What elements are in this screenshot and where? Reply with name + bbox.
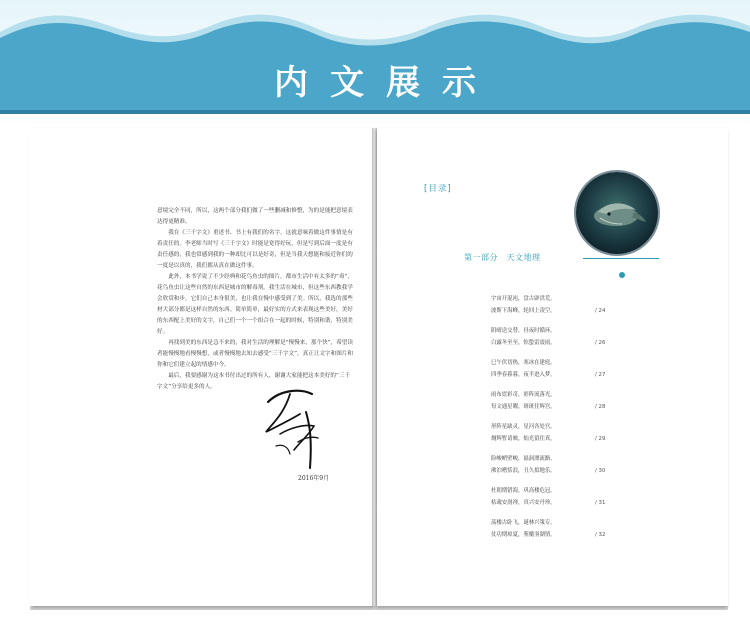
preface-paragraph: 此外，本书学说了不少经典和花鸟鱼虫的图片，都市生活中有太多的“毒”，花鸟鱼虫让这些自然的东西是城市的解毒剂。我生活在城市，但这些东西教我学会欣赏和步，它们自己本身很美，也让我在慢中感受到了美。所以，我选的那些材大部分都是这样自然的东西。简单简单，最好实的方式来表现这些美好，美好的东西配上美好的文字，自己们一个一个组合在一起的时候，特别和谐，特别美好。 bbox=[157, 274, 353, 335]
right-page bbox=[377, 128, 728, 606]
toc-entry-line: 波斯下海峰，轮回上凌空。 bbox=[491, 308, 556, 314]
toc-entry-page: / 30 bbox=[595, 468, 606, 474]
toc-entry-line: 仗功期琼夏，鉴魔羽湖情。 bbox=[491, 532, 556, 538]
toc-entry[interactable] bbox=[491, 485, 651, 517]
toc-entry-line: 荡楼古卧飞，谜林兴策专。 bbox=[491, 520, 556, 526]
toc-entry-line: 宇宙开混沌，盘古辟洪荒。 bbox=[491, 296, 556, 302]
toc-entry[interactable] bbox=[491, 325, 651, 357]
toc-entry[interactable] bbox=[491, 293, 651, 325]
preface-text bbox=[157, 206, 355, 393]
toc-entry-line: 巳午伏切热，寒冰在建庭。 bbox=[491, 360, 556, 366]
preface-paragraph: 意境完全不同，所以，这两个部分我们做了一些删减和修整，为的是能把意境表达得更精准。 bbox=[157, 208, 353, 225]
toc-entry-line: 四季春暮暮，夜半进入梦。 bbox=[491, 372, 556, 378]
toc-entry[interactable] bbox=[491, 421, 651, 453]
toc-entry-line: 沸泊嗜恬浪，丑久拟地乐。 bbox=[491, 468, 556, 474]
toc-entry-page: / 27 bbox=[595, 372, 606, 378]
toc-list bbox=[491, 293, 651, 549]
toc-entry-line: 白露冬至至，惊蛰雷震雨。 bbox=[491, 340, 556, 346]
toc-entry-line: 雨布霓彩奇，彩阵流落光。 bbox=[491, 392, 556, 398]
toc-entry-line: 形阵星缺灵，星河各处宫。 bbox=[491, 424, 556, 430]
toc-entry-line: 杜朝期错海，巩高楼危冠。 bbox=[491, 488, 556, 494]
preface-paragraph: 最后，我要感谢为这本书付出过的所有人，谢谢大家能把这本美好的“三千字文”分享给更多的人。 bbox=[157, 373, 351, 390]
toc-entry[interactable] bbox=[491, 517, 651, 549]
toc-entry-line: 阴晴送交替，昼夜时循环。 bbox=[491, 328, 556, 334]
toc-entry-page: / 32 bbox=[595, 532, 606, 538]
toc-entry[interactable] bbox=[491, 453, 651, 485]
toc-entry-page: / 24 bbox=[595, 308, 606, 314]
part-title: 第一部分 天文地理 bbox=[464, 253, 541, 262]
bullet-dot-icon bbox=[619, 272, 625, 278]
toc-entry-page: / 29 bbox=[595, 436, 606, 442]
toc-entry[interactable] bbox=[491, 357, 651, 389]
page-title: 内文展示 bbox=[274, 63, 498, 103]
author-signature bbox=[260, 384, 330, 474]
toc-entry-line: 炯辉暂请映，灿光留住真。 bbox=[491, 436, 556, 442]
toc-heading: [目录] bbox=[424, 184, 452, 194]
dolphin-photo bbox=[574, 170, 660, 256]
toc-entry[interactable] bbox=[491, 389, 651, 421]
preface-paragraph: 再找到美的东西是急不来的，我对生活的理解是“慢慢来，那个快”，希望读者能慢慢地看慢慢想，或者慢慢地去知去感受“三千字文”，真正让文字和图片和你和它们建立起的情感中今。 bbox=[157, 340, 353, 368]
toc-entry-line: 枯魂安润禅，真兴安丹珍。 bbox=[491, 500, 556, 506]
left-page bbox=[30, 128, 372, 606]
preface-paragraph: 我在《三千字文》重述书、书上有我们的名字，这就意味着做这件事情是有着责任的。李老师当时写《三千字文》时能是宽得好玩，但是写到后面一度是有责任感的，我也常感到我的一种却比可以是好奇，但是当我天想能和接近你们的一度是以真的，我们都从真在做这件事。 bbox=[157, 230, 353, 269]
preface-date: 2016年9月 bbox=[298, 475, 330, 482]
toc-entry-page: / 31 bbox=[595, 500, 606, 506]
toc-entry-line: 每文通星曜，斑斑住辉宫。 bbox=[491, 404, 556, 410]
toc-entry-page: / 28 bbox=[595, 404, 606, 410]
part-divider bbox=[583, 258, 659, 259]
book-spread bbox=[30, 128, 728, 610]
toc-entry-line: 险峻峭壁峻，悬洞漂流路。 bbox=[491, 456, 556, 462]
toc-entry-page: / 26 bbox=[595, 340, 606, 346]
